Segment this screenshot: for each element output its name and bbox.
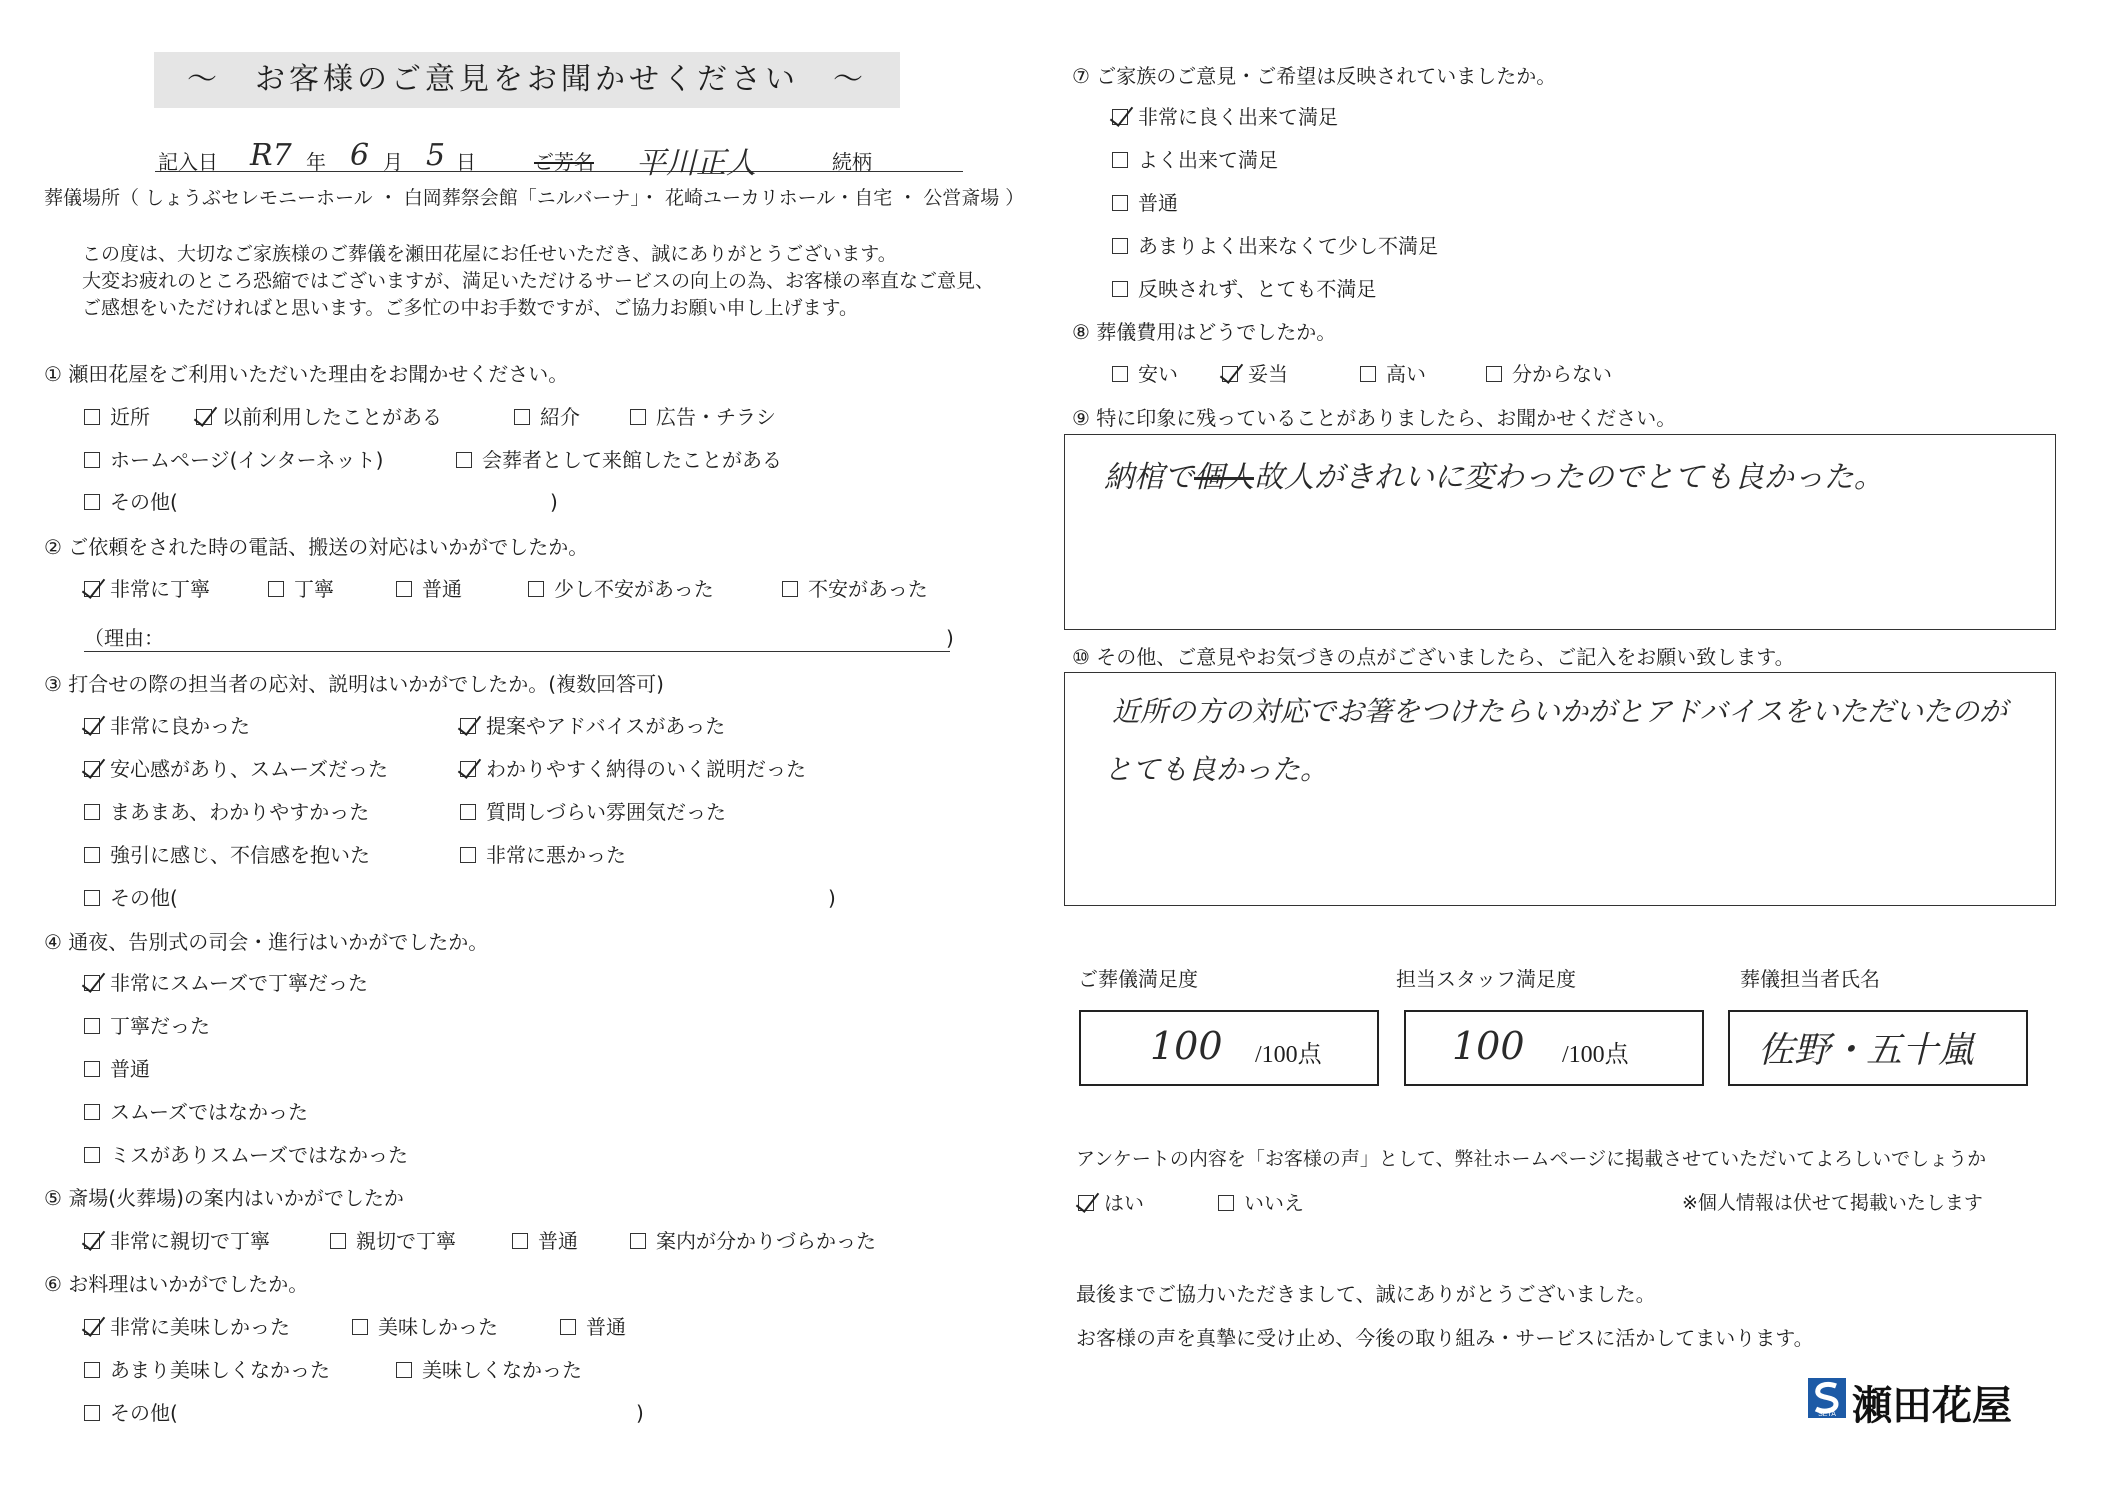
q8-title: ⑧ 葬儀費用はどうでしたか。 xyxy=(1072,320,1337,344)
consent-note: ※個人情報は伏せて掲載いたします xyxy=(1682,1192,1983,1214)
q2-option-polite[interactable]: 丁寧 xyxy=(268,577,334,601)
staff-score-box[interactable] xyxy=(1404,1010,1704,1086)
q2-option-slightly-uneasy[interactable]: 少し不安があった xyxy=(528,577,714,601)
checkbox-icon[interactable] xyxy=(1218,1195,1234,1211)
checkbox-icon[interactable] xyxy=(84,1405,100,1421)
closing-line-2: お客様の声を真摯に受け止め、今後の取り組み・サービスに活かしてまいります。 xyxy=(1076,1326,1814,1350)
checkbox-icon[interactable] xyxy=(84,1104,100,1120)
checked-checkbox-icon[interactable] xyxy=(1078,1195,1094,1211)
checkbox-icon[interactable] xyxy=(528,581,544,597)
q4-option-not-smooth[interactable]: スムーズではなかった xyxy=(84,1100,308,1124)
checkbox-icon[interactable] xyxy=(268,581,284,597)
name-value[interactable]: 平川正人 xyxy=(636,146,756,181)
q7-title: ⑦ ご家族のご意見・ご希望は反映されていましたか。 xyxy=(1072,64,1557,88)
q3-option-advice[interactable]: 提案やアドバイスがあった xyxy=(460,714,725,738)
q1-option-other[interactable]: その他( xyxy=(84,490,178,514)
q9-answer: 納棺で個人故人がきれいに変わったのでとても良かった。 xyxy=(1104,460,1884,495)
date-month[interactable]: 6 xyxy=(350,138,370,173)
staff-score: 100 xyxy=(1452,1024,1525,1068)
q6-other-close: ) xyxy=(636,1401,644,1425)
q2-reason-close: ) xyxy=(946,626,954,650)
relation-label: 続柄 xyxy=(832,150,872,174)
checked-checkbox-icon[interactable] xyxy=(84,718,100,734)
q4-option-very-smooth[interactable]: 非常にスムーズで丁寧だった xyxy=(84,971,368,995)
venue-line: 葬儀場所（ しょうぶセレモニーホール ・ 白岡葬祭会館「ニルバーナ」・ 花崎ユーカリホール・自宅 ・ 公営斎場 ） xyxy=(44,187,1025,209)
checkbox-icon[interactable] xyxy=(84,1147,100,1163)
checkbox-icon[interactable] xyxy=(460,804,476,820)
checked-checkbox-icon[interactable] xyxy=(84,761,100,777)
month-unit: 月 xyxy=(383,150,403,174)
year-unit: 年 xyxy=(306,150,326,174)
q3-option-reassuring[interactable]: 安心感があり、スムーズだった xyxy=(84,757,388,781)
staff-satisfaction-label: 担当スタッフ満足度 xyxy=(1396,967,1576,991)
date-day[interactable]: 5 xyxy=(426,138,446,173)
q4-option-normal[interactable]: 普通 xyxy=(84,1057,150,1081)
checked-checkbox-icon[interactable] xyxy=(84,1319,100,1335)
q7-option-normal[interactable]: 普通 xyxy=(1112,191,1178,215)
q8-option-cheap[interactable]: 安い xyxy=(1112,362,1178,386)
q9-title: ⑨ 特に印象に残っていることがありましたら、お聞かせください。 xyxy=(1072,406,1677,430)
closing-line-1: 最後までご協力いただきまして、誠にありがとうございました。 xyxy=(1076,1282,1656,1306)
q1-title: ① 瀬田花屋をご利用いただいた理由をお聞かせください。 xyxy=(44,362,569,386)
checked-checkbox-icon[interactable] xyxy=(460,761,476,777)
q6-option-normal[interactable]: 普通 xyxy=(560,1315,626,1339)
checkbox-icon[interactable] xyxy=(1112,195,1128,211)
checkbox-icon[interactable] xyxy=(84,890,100,906)
q3-option-very-bad[interactable]: 非常に悪かった xyxy=(460,843,626,867)
q6-option-other[interactable]: その他( xyxy=(84,1401,178,1425)
checkbox-icon[interactable] xyxy=(330,1233,346,1249)
q1-other-close: ) xyxy=(550,490,558,514)
checkbox-icon[interactable] xyxy=(352,1319,368,1335)
q3-option-very-good[interactable]: 非常に良かった xyxy=(84,714,250,738)
funeral-score-max: /100点 xyxy=(1255,1042,1322,1068)
checkbox-icon[interactable] xyxy=(84,1018,100,1034)
q3-option-pushy[interactable]: 強引に感じ、不信感を抱いた xyxy=(84,843,370,867)
checkbox-icon[interactable] xyxy=(1112,366,1128,382)
company-logo-icon xyxy=(1808,1378,1846,1418)
q3-other-close: ) xyxy=(828,886,836,910)
checkbox-icon[interactable] xyxy=(84,804,100,820)
staff-names: 佐野・五十嵐 xyxy=(1758,1030,1975,1071)
checked-checkbox-icon[interactable] xyxy=(460,718,476,734)
checkbox-icon[interactable] xyxy=(630,1233,646,1249)
company-name: 瀬田花屋 xyxy=(1852,1383,2012,1429)
q7-option-slightly-unsatisfied[interactable]: あまりよく出来なくて少し不満足 xyxy=(1112,234,1438,258)
checked-checkbox-icon[interactable] xyxy=(84,1233,100,1249)
q2-option-uneasy[interactable]: 不安があった xyxy=(782,577,928,601)
q1-option-ads[interactable]: 広告・チラシ xyxy=(630,405,776,429)
date-year[interactable]: R7 xyxy=(250,138,292,173)
checkbox-icon[interactable] xyxy=(456,452,472,468)
checkbox-icon[interactable] xyxy=(1112,152,1128,168)
consent-yes[interactable]: はい xyxy=(1078,1191,1144,1215)
checked-checkbox-icon[interactable] xyxy=(196,409,212,425)
q6-option-delicious[interactable]: 美味しかった xyxy=(352,1315,498,1339)
q6-option-very-delicious[interactable]: 非常に美味しかった xyxy=(84,1315,290,1339)
q7-option-very-satisfied[interactable]: 非常に良く出来て満足 xyxy=(1112,105,1338,129)
q5-option-normal[interactable]: 普通 xyxy=(512,1229,578,1253)
q4-title: ④ 通夜、告別式の司会・進行はいかがでしたか。 xyxy=(44,930,489,954)
consent-question: アンケートの内容を「お客様の声」として、弊社ホームページに掲載させていただいてよろしいでしょうか xyxy=(1076,1148,1987,1170)
page-title: 〜 お客様のご意見をお聞かせください 〜 xyxy=(154,52,900,108)
q3-option-other[interactable]: その他( xyxy=(84,886,178,910)
date-label: 記入日 xyxy=(158,150,218,174)
checkbox-icon[interactable] xyxy=(512,1233,528,1249)
q7-option-very-unsatisfied[interactable]: 反映されず、とても不満足 xyxy=(1112,277,1376,301)
q4-option-polite[interactable]: 丁寧だった xyxy=(84,1014,210,1038)
checkbox-icon[interactable] xyxy=(1360,366,1376,382)
checkbox-icon[interactable] xyxy=(84,1362,100,1378)
staff-score-max: /100点 xyxy=(1562,1042,1629,1068)
q5-option-kind[interactable]: 親切で丁寧 xyxy=(330,1229,456,1253)
checkbox-icon[interactable] xyxy=(460,847,476,863)
checkbox-icon[interactable] xyxy=(1112,281,1128,297)
q5-title: ⑤ 斎場(火葬場)の案内はいかがでしたか xyxy=(44,1186,404,1210)
checked-checkbox-icon[interactable] xyxy=(84,581,100,597)
funeral-satisfaction-label: ご葬儀満足度 xyxy=(1078,967,1198,991)
q1-option-attended[interactable]: 会葬者として来館したことがある xyxy=(456,448,782,472)
q2-option-normal[interactable]: 普通 xyxy=(396,577,462,601)
q6-option-not-delicious[interactable]: 美味しくなかった xyxy=(396,1358,582,1382)
checkbox-icon[interactable] xyxy=(84,1061,100,1077)
q6-title: ⑥ お料理はいかがでしたか。 xyxy=(44,1272,309,1296)
checked-checkbox-icon[interactable] xyxy=(84,975,100,991)
checkbox-icon[interactable] xyxy=(560,1319,576,1335)
q1-option-used-before[interactable]: 以前利用したことがある xyxy=(196,405,442,429)
funeral-score: 100 xyxy=(1150,1024,1223,1068)
consent-no[interactable]: いいえ xyxy=(1218,1191,1304,1215)
q2-reason-line[interactable] xyxy=(84,651,950,652)
q8-option-reasonable[interactable]: 妥当 xyxy=(1222,362,1288,386)
intro-line-1: この度は、大切なご家族様のご葬儀を瀬田花屋にお任せいただき、誠にありがとうございます。 xyxy=(82,243,897,265)
q7-option-satisfied[interactable]: よく出来て満足 xyxy=(1112,148,1278,172)
checkbox-icon[interactable] xyxy=(514,409,530,425)
q2-reason-label: （理由： xyxy=(84,626,164,650)
q10-answer-line-2: とても良かった。 xyxy=(1104,753,1329,786)
checkbox-icon[interactable] xyxy=(84,494,100,510)
q3-option-hard-to-ask[interactable]: 質問しづらい雰囲気だった xyxy=(460,800,726,824)
q4-option-mistakes[interactable]: ミスがありスムーズではなかった xyxy=(84,1143,408,1167)
q3-option-fairly-clear[interactable]: まあまあ、わかりやすかった xyxy=(84,800,369,824)
q1-option-nearby[interactable]: 近所 xyxy=(84,405,150,429)
checkbox-icon[interactable] xyxy=(1486,366,1502,382)
q1-option-website[interactable]: ホームページ(インターネット) xyxy=(84,448,383,472)
checkbox-icon[interactable] xyxy=(782,581,798,597)
q6-option-not-very-delicious[interactable]: あまり美味しくなかった xyxy=(84,1358,330,1382)
svg-text:SETA: SETA xyxy=(1818,1411,1836,1418)
checkbox-icon[interactable] xyxy=(84,847,100,863)
q3-title: ③ 打合せの際の担当者の応対、説明はいかがでしたか。(複数回答可) xyxy=(44,672,664,696)
checked-checkbox-icon[interactable] xyxy=(1112,109,1128,125)
checkbox-icon[interactable] xyxy=(84,409,100,425)
intro-line-3: ご感想をいただければと思います。ご多忙の中お手数ですが、ご協力お願い申し上げます。 xyxy=(82,297,858,319)
intro-line-2: 大変お疲れのところ恐縮ではございますが、満足いただけるサービスの向上の為、お客様の率直なご意見、 xyxy=(82,270,995,292)
checkbox-icon[interactable] xyxy=(396,1362,412,1378)
q2-option-very-polite[interactable]: 非常に丁寧 xyxy=(84,577,210,601)
q8-option-unknown[interactable]: 分からない xyxy=(1486,362,1612,386)
checked-checkbox-icon[interactable] xyxy=(1222,366,1238,382)
staff-name-label: 葬儀担当者氏名 xyxy=(1740,967,1880,991)
name-label: ご芳名 xyxy=(534,150,594,174)
q3-option-clear-explanation[interactable]: わかりやすく納得のいく説明だった xyxy=(460,757,806,781)
checkbox-icon[interactable] xyxy=(630,409,646,425)
q1-option-referral[interactable]: 紹介 xyxy=(514,405,580,429)
funeral-score-box[interactable] xyxy=(1079,1010,1379,1086)
checkbox-icon[interactable] xyxy=(1112,238,1128,254)
day-unit: 日 xyxy=(456,150,476,174)
q5-option-confusing[interactable]: 案内が分かりづらかった xyxy=(630,1229,876,1253)
checkbox-icon[interactable] xyxy=(396,581,412,597)
q10-answer-line-1: 近所の方の対応でお箸をつけたらいかがとアドバイスをいただいたのが xyxy=(1112,695,2008,728)
checkbox-icon[interactable] xyxy=(84,452,100,468)
q8-option-expensive[interactable]: 高い xyxy=(1360,362,1426,386)
q2-title: ② ご依頼をされた時の電話、搬送の対応はいかがでしたか。 xyxy=(44,535,589,559)
q10-title: ⑩ その他、ご意見やお気づきの点がございましたら、ご記入をお願い致します。 xyxy=(1072,645,1795,669)
q5-option-very-kind[interactable]: 非常に親切で丁寧 xyxy=(84,1229,270,1253)
